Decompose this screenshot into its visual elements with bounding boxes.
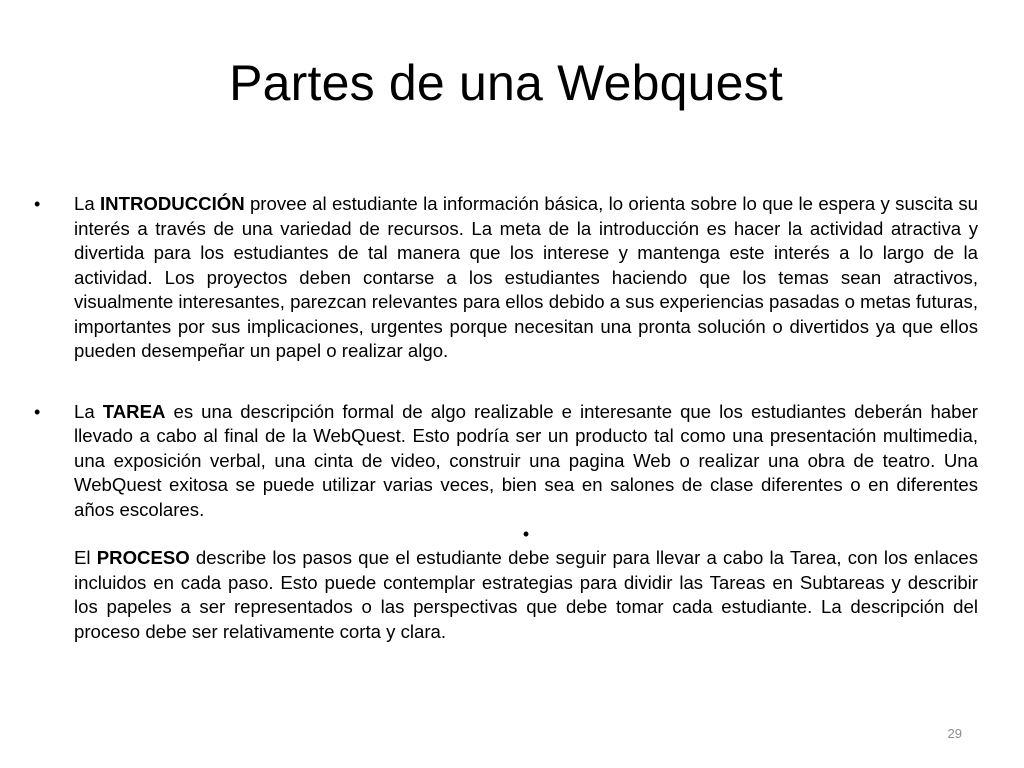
item-keyword: INTRODUCCIÓN xyxy=(100,193,245,214)
bullet-icon: • xyxy=(34,401,41,422)
spacer xyxy=(34,364,978,400)
item-prefix: El xyxy=(74,547,97,568)
item-text: es una descripción formal de algo realizable e interesante que los estudiantes deberán haber llevado a cabo al final de la WebQuest. Esto podría ser un producto tal como una presentación multimedia, una exposición verbal, una cinta de video, construir una pagina Web o realizar una obra de teatro. Una WebQuest exitosa se puede utilizar varias veces, bien sea en salones de clase diferentes o en diferentes años escolares. xyxy=(74,400,979,520)
slide-title: Partes de una Webquest xyxy=(229,55,783,111)
item-prefix: La xyxy=(74,400,103,422)
item-text: describe los pasos que el estudiante debe seguir para llevar a cabo la Tarea, con los enlaces incluidos en cada paso. Esto puede contemplar estrategias para dividir las Tareas en Subtareas y describir los papeles a ser representados o las perspectivas que debe tomar cada estudiante. La descripción del proceso debe ser relativamente corta y clara. xyxy=(74,547,978,642)
centered-bullet-icon: • xyxy=(522,524,530,544)
item-keyword: TAREA xyxy=(102,400,166,422)
bullet-item-tarea xyxy=(34,400,978,523)
bullet-item-proceso xyxy=(34,546,978,644)
item-prefix: La xyxy=(74,193,101,214)
item-keyword: PROCESO xyxy=(96,547,190,568)
bullet-item-introduccion xyxy=(34,192,978,364)
slide-body xyxy=(34,192,978,644)
item-text: provee al estudiante la información básica, lo orienta sobre lo que le espera y suscita su interés a través de una variedad de recursos. La meta de la introducción es hacer la actividad atractiva y divertida para los estudiantes de tal manera que los interese y mantenga este interés a lo largo de la actividad. Los proyectos deben contarse a los estudiantes haciendo que los temas sean atractivos, visualmente interesantes, parezcan relevantes para ellos debido a sus experiencias pasadas o metas futuras, importantes por sus implicaciones, urgentes porque necesitan una pronta solución o divertidos ya que ellos pueden desempeñar un papel o realizar algo. xyxy=(74,193,978,361)
page-number: 29 xyxy=(947,726,962,741)
bullet-icon: • xyxy=(34,194,41,214)
